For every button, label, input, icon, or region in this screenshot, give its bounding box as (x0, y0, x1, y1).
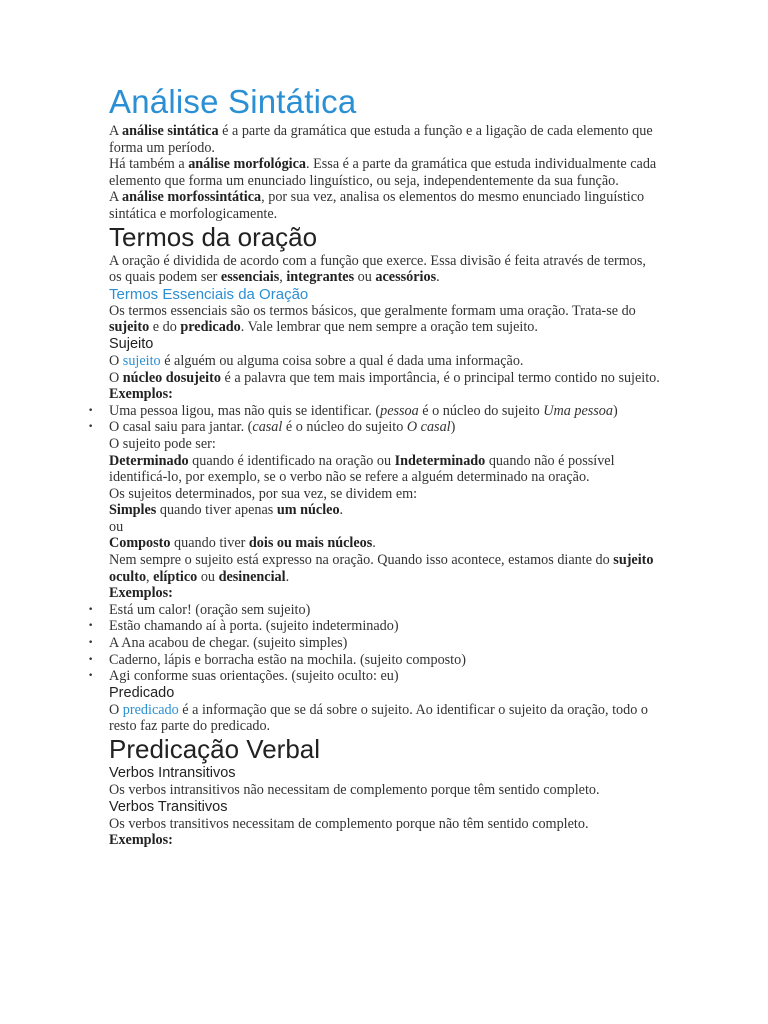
composto-paragraph: Composto quando tiver dois ou mais núcleos. (109, 535, 376, 552)
sujeito-pode-ser: O sujeito pode ser: (109, 435, 216, 452)
bullet-icon: • (88, 405, 94, 416)
bold-term: análise morfossintática (122, 189, 262, 206)
list-item: • Está um calor! (oração sem sujeito) (88, 601, 311, 618)
page-title: Análise Sintática (109, 83, 357, 120)
examples-label: Exemplos: (109, 386, 173, 403)
list-item: • O casal saiu para jantar. (casal é o núcleo do sujeito O casal) (88, 419, 456, 436)
bullet-icon: • (88, 621, 94, 632)
minor-heading-predicado: Predicado (109, 684, 175, 701)
bullet-icon: • (88, 604, 94, 615)
minor-heading-intransitivos: Verbos Intransitivos (109, 765, 236, 781)
sujeito-paragraph-2: O núcleo dosujeito é a palavra que tem mais importância, é o principal termo contido no sujeito. (109, 369, 660, 386)
document (88, 83, 661, 849)
predicado-paragraph: O predicado é a informação que se dá sobre o sujeito. Ao identificar o sujeito da oração, todo o resto faz parte do predicado. (109, 701, 648, 735)
sujeito-examples-list (88, 402, 661, 436)
minor-heading-transitivos: Verbos Transitivos (109, 798, 228, 815)
bold-term: análise morfológica (188, 156, 307, 173)
divisao-paragraph: Os sujeitos determinados, por sua vez, se dividem em: (109, 485, 418, 502)
sujeito-link[interactable]: sujeito (122, 352, 161, 369)
intro-paragraph-3: A análise morfossintática, por sua vez, analisa os elementos do mesmo enunciado linguístico sintática e morfologicamente. (109, 189, 645, 222)
ou-text: ou (109, 518, 124, 535)
nem-sempre-paragraph: Nem sempre o sujeito está expresso na oração. Quando isso acontece, estamos diante do sujeito oculto, elíptico ou desinencial. (109, 552, 654, 585)
predicado-link[interactable]: predicado (122, 701, 179, 718)
bullet-icon: • (88, 654, 94, 665)
transitivos-paragraph: Os verbos transitivos necessitam de complemento porque não têm sentido completo. (109, 815, 589, 832)
intro-paragraph-1: A análise sintática é a parte da gramática que estuda a função e a ligação de cada elemento que forma um período. (109, 123, 653, 156)
examples-label: Exemplos: (109, 832, 173, 849)
simples-paragraph: Simples quando tiver apenas um núcleo. (109, 502, 344, 519)
intro-paragraph-2: Há também a análise morfológica. Essa é a parte da gramática que estuda individualmente cada elemento que forma um enunciado linguístico, ou seja, independentemente da sua função. (109, 156, 657, 189)
list-item: • A Ana acabou de chegar. (sujeito simples) (88, 635, 348, 652)
bullet-icon: • (88, 638, 94, 649)
minor-heading-sujeito: Sujeito (109, 335, 154, 352)
section-heading-predicacao: Predicação Verbal (109, 734, 321, 764)
termos-paragraph: A oração é dividida de acordo com a função que exerce. Essa divisão é feita através de termos, os quais podem ser essenciais, integrantes ou acessórios. (109, 252, 646, 286)
essenciais-paragraph: Os termos essenciais são os termos básicos, que geralmente formam uma oração. Trata-se do sujeito e do predicado. Vale lembrar que nem sempre a oração tem sujeito. (109, 302, 636, 336)
sujeito-paragraph-1: O sujeito é alguém ou alguma coisa sobre a qual é dada uma informação. (109, 352, 524, 369)
bold-term: análise sintática (122, 123, 219, 139)
list-item: • Caderno, lápis e borracha estão na mochila. (sujeito composto) (88, 651, 466, 668)
determinado-paragraph: Determinado quando é identificado na oração ou Indeterminado quando não é possível identificá-lo, por exemplo, se o verbo não se refere a alguém determinado na oração. (109, 452, 615, 486)
bullet-icon: • (88, 671, 94, 682)
examples-label: Exemplos: (109, 585, 173, 602)
section-heading-termos: Termos da oração (109, 221, 318, 252)
bullet-icon: • (88, 422, 94, 433)
list-item: • Agi conforme suas orientações. (sujeito oculto: eu) (88, 668, 399, 685)
sujeito-types-examples-list (88, 601, 661, 685)
intransitivos-paragraph: Os verbos intransitivos não necessitam de complemento porque têm sentido completo. (109, 782, 600, 798)
list-item: • Estão chamando aí à porta. (sujeito indeterminado) (88, 618, 399, 635)
list-item: • Uma pessoa ligou, mas não quis se identificar. (pessoa é o núcleo do sujeito Uma pessoa) (88, 402, 618, 419)
subsection-heading-essenciais: Termos Essenciais da Oração (109, 285, 309, 303)
